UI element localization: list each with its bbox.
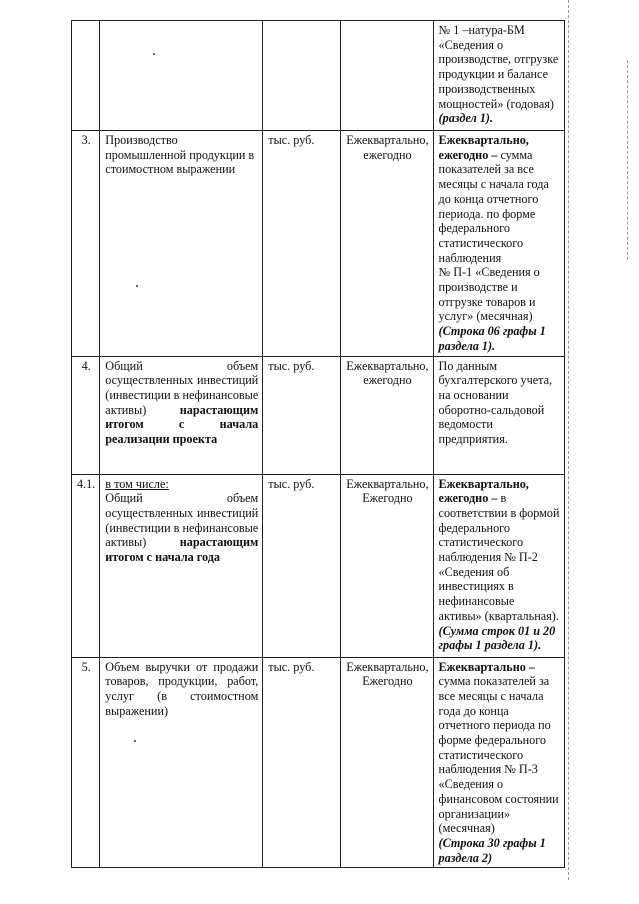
period-cell: Ежеквартально, Ежегодно	[341, 474, 433, 657]
table-row-4-1	[72, 474, 565, 657]
unit-cell: тыс. руб.	[263, 657, 341, 868]
indicator-name: Объем выручки от продажи товаров, продукции, работ, услуг (в стоимостном выражении)	[100, 657, 263, 868]
unit-cell: тыс. руб.	[263, 131, 341, 357]
indicator-name: Производство промышленной продукции в стоимостном выражении	[100, 131, 263, 357]
scan-fold-line	[627, 60, 628, 260]
indicators-table	[71, 20, 565, 868]
scan-speck	[136, 285, 138, 287]
source-cell-continuation: № 1 –натура-БМ «Сведения о производстве, отгрузке продукции и балансе производственных мощностей» (годовая) (раздел 1).	[433, 21, 564, 131]
row-number: 5.	[72, 657, 100, 868]
unit-cell: тыс. руб.	[263, 356, 341, 474]
indicator-name: в том числе: Общий объем осуществленных инвестиций (инвестиции в нефинансовые активы) нарастающим итогом с начала года	[100, 474, 263, 657]
period-cell: Ежеквартально, ежегодно	[341, 356, 433, 474]
source-cell: Ежеквартально, ежегодно – сумма показателей за все месяцы с начала года до конца отчетного периода. по форме федерального статистического наблюдения № П-1 «Сведения о производстве и отгрузке товаров и услуг» (месячная) (Строка 06 графы 1 раздела 1).	[433, 131, 564, 357]
row-number: 3.	[72, 131, 100, 357]
source-cell: По данным бухгалтерского учета, на основании оборотно-сальдовой ведомости предприятия.	[433, 356, 564, 474]
table-row-3	[72, 131, 565, 357]
scan-fold-line	[568, 0, 569, 880]
scan-speck	[153, 53, 155, 55]
table-row-4	[72, 356, 565, 474]
unit-cell: тыс. руб.	[263, 474, 341, 657]
period-cell: Ежеквартально, Ежегодно	[341, 657, 433, 868]
table-row-5	[72, 657, 565, 868]
row-number: 4.	[72, 356, 100, 474]
source-cell: Ежеквартально – сумма показателей за все месяцы с начала года до конца отчетного периода по форме федерального статистического наблюдения № П-3 «Сведения о финансовом состоянии организации» (месячная) (Строка 30 графы 1 раздела 2)	[433, 657, 564, 868]
row-number: 4.1.	[72, 474, 100, 657]
indicator-name: Общий объем осуществленных инвестиций (инвестиции в нефинансовые активы) нарастающим итогом с начала реализации проекта	[100, 356, 263, 474]
table-row-continuation	[72, 21, 565, 131]
source-cell: Ежеквартально, ежегодно – в соответствии в формой федерального статистического наблюдения № П-2 «Сведения об инвестициях в нефинансовые активы» (квартальная). (Сумма строк 01 и 20 графы 1 раздела 1).	[433, 474, 564, 657]
scan-speck	[134, 740, 136, 742]
period-cell: Ежеквартально, ежегодно	[341, 131, 433, 357]
